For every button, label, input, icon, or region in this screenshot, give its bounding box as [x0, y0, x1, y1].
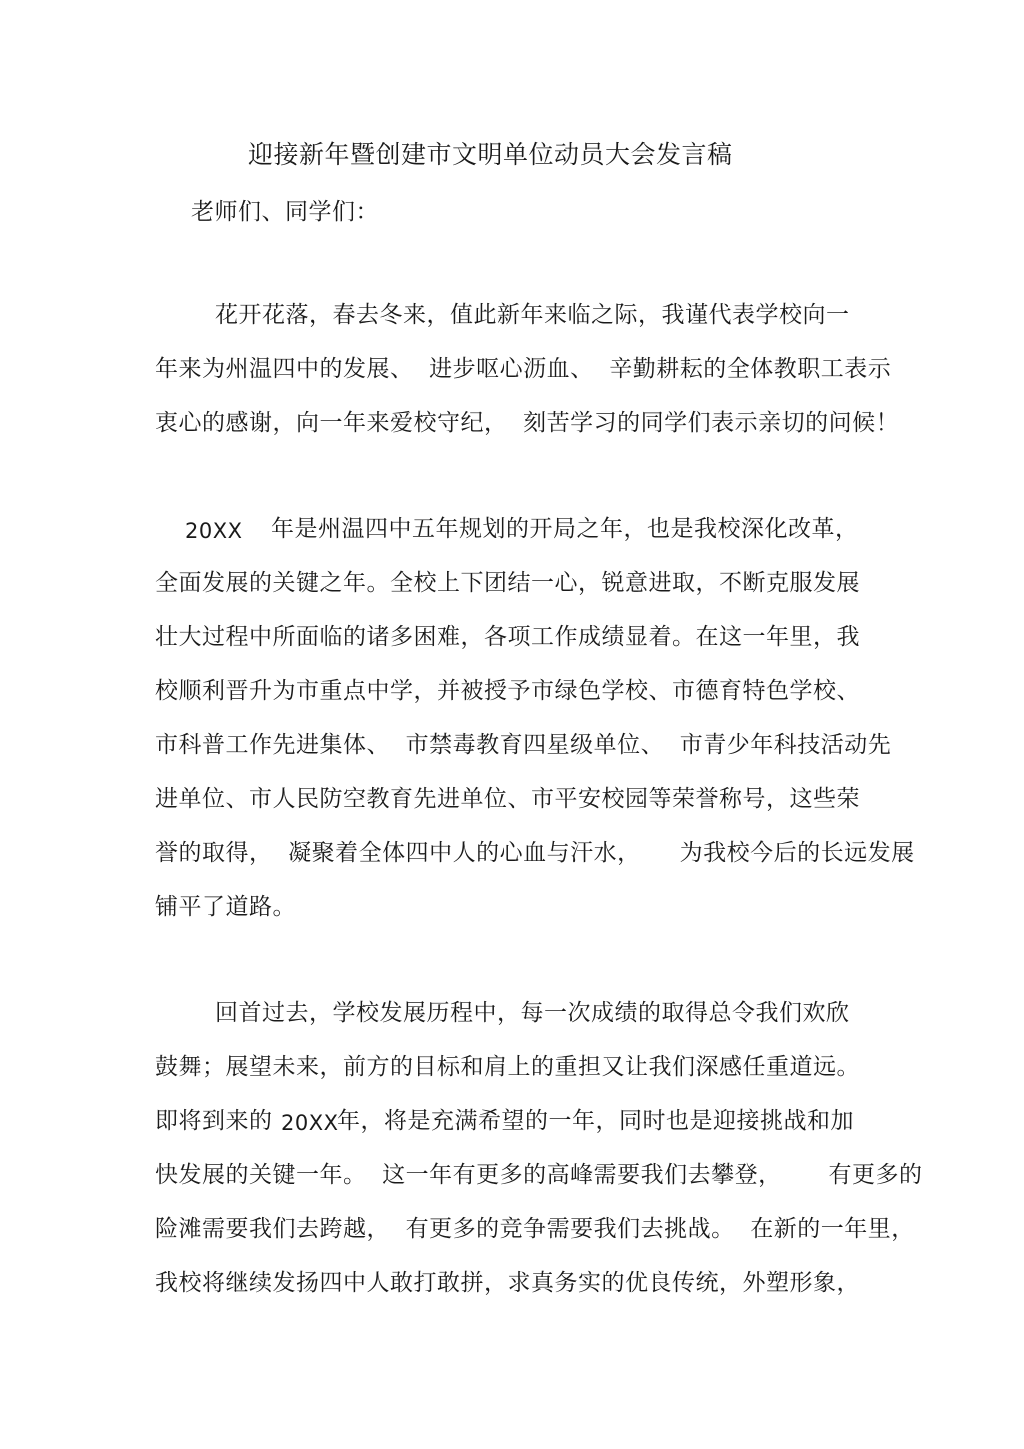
paragraph-2-line-2: 全面发展的关键之年。全校上下团结一心，锐意进取，不断克服发展: [155, 570, 860, 596]
paragraph-1-line-2: 年来为州温四中的发展、 进步呕心沥血、 辛勤耕耘的全体教职工表示: [155, 356, 892, 382]
paragraph-3-line-6: 我校将继续发扬四中人敢打敢拼，求真务实的优良传统，外塑形象，: [155, 1270, 860, 1296]
paragraph-3-line-4: 快发展的关键一年。 这一年有更多的高峰需要我们去攀登， 有更多的: [155, 1162, 923, 1188]
paragraph-1-line-1: 花开花落，春去冬来，值此新年来临之际，我谨代表学校向一: [215, 302, 850, 328]
paragraph-2-line-3: 壮大过程中所面临的诸多困难，各项工作成绩显着。在这一年里，我: [155, 624, 860, 650]
paragraph-2-line-8: 铺平了道路。: [155, 894, 296, 920]
paragraph-2-line-7: 誉的取得， 凝聚着全体四中人的心血与汗水， 为我校今后的长远发展: [155, 840, 915, 866]
paragraph-2-line-6: 进单位、市人民防空教育先进单位、市平安校园等荣誉称号，这些荣: [155, 786, 860, 812]
paragraph-1-line-3: 衷心的感谢，向一年来爱校守纪， 刻苦学习的同学们表示亲切的问候！: [155, 410, 900, 436]
document-title: 迎接新年暨创建市文明单位动员大会发言稿: [248, 140, 733, 169]
paragraph-2-year: 20XX: [185, 519, 243, 543]
paragraph-3-line-3-start: 即将到来的: [155, 1108, 273, 1134]
paragraph-3-line-2: 鼓舞；展望未来，前方的目标和肩上的重担又让我们深感任重道远。: [155, 1054, 860, 1080]
paragraph-3-line-3-end: 年，将是充满希望的一年，同时也是迎接挑战和加: [337, 1108, 854, 1134]
paragraph-3-line-1: 回首过去，学校发展历程中，每一次成绩的取得总令我们欢欣: [215, 1000, 850, 1026]
salutation: 老师们、同学们：: [191, 199, 379, 225]
paragraph-2-line-4: 校顺利晋升为市重点中学，并被授予市绿色学校、市德育特色学校、: [155, 678, 860, 704]
paragraph-3-year: 20XX: [281, 1111, 339, 1135]
paragraph-2-line-1: 年是州温四中五年规划的开局之年，也是我校深化改革，: [271, 516, 859, 542]
paragraph-2-line-5: 市科普工作先进集体、 市禁毒教育四星级单位、 市青少年科技活动先: [155, 732, 892, 758]
paragraph-3-line-5: 险滩需要我们去跨越， 有更多的竞争需要我们去挑战。 在新的一年里，: [155, 1216, 915, 1242]
